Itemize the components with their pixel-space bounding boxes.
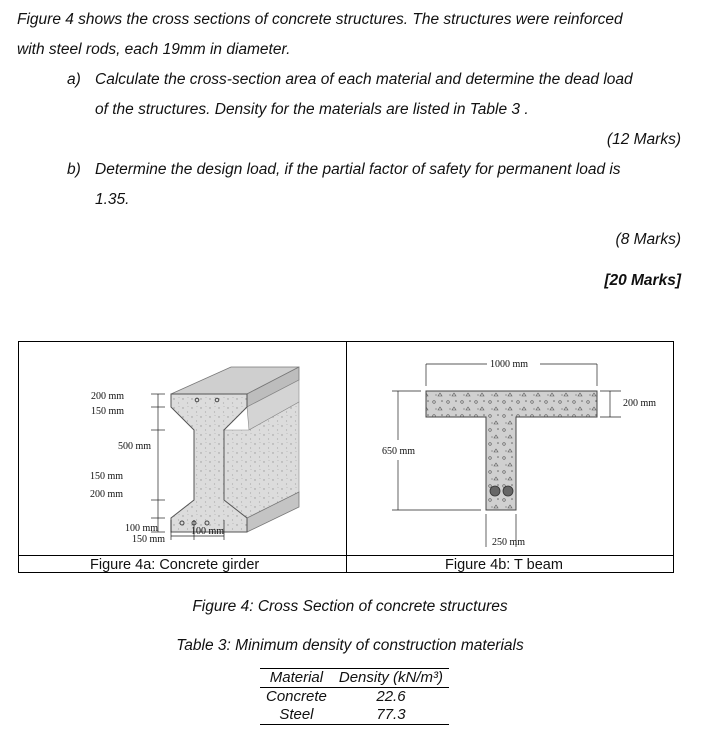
girder-dim-top-taper: 150 mm	[91, 406, 125, 417]
figure-4a-caption: Figure 4a: Concrete girder	[90, 557, 260, 573]
cell-density: 22.6	[376, 688, 406, 705]
intro-line-2: with steel rods, each 19mm in diameter.	[17, 41, 291, 58]
question-a-line-1: Calculate the cross-section area of each material and determine the dead load	[95, 71, 633, 88]
figure-caption: Figure 4: Cross Section of concrete structures	[192, 598, 508, 615]
figure-4b-caption: Figure 4b: T beam	[445, 557, 563, 573]
tbeam-dim-flange-width: 1000 mm	[490, 359, 529, 370]
cell-material: Concrete	[266, 688, 327, 705]
tbeam-dim-total-depth: 650 mm	[382, 446, 416, 457]
girder-dim-right-width: 100 mm	[191, 526, 225, 537]
t-beam-figure	[347, 342, 673, 554]
girder-dim-bottom-taper: 150 mm	[90, 471, 124, 482]
cell-density: 77.3	[376, 706, 406, 723]
intro-line-1: Figure 4 shows the cross sections of concrete structures. The structures were reinforced	[17, 11, 623, 28]
header-density: Density (kN/m³)	[338, 669, 444, 686]
question-b-line-2: 1.35.	[95, 191, 130, 208]
girder-dim-web-width: 150 mm	[132, 534, 166, 545]
girder-dim-left-width: 100 mm	[125, 523, 159, 534]
cell-material: Steel	[279, 706, 314, 723]
question-a-marks: (12 Marks)	[606, 131, 681, 148]
density-table	[260, 668, 449, 725]
table-row	[260, 688, 449, 707]
question-a-line-2: of the structures. Density for the materials are listed in Table 3 .	[95, 101, 529, 118]
total-marks: [20 Marks]	[604, 272, 681, 289]
tbeam-dim-web-width: 250 mm	[492, 537, 526, 548]
table-header-row	[260, 669, 449, 688]
girder-dim-bottom-flange: 200 mm	[90, 489, 124, 500]
table-caption: Table 3: Minimum density of construction materials	[176, 637, 524, 654]
girder-dim-web-height: 500 mm	[118, 441, 152, 452]
question-b-marks: (8 Marks)	[615, 231, 681, 248]
header-material: Material	[269, 669, 324, 686]
table-row	[260, 706, 449, 725]
question-b-label: b)	[67, 161, 81, 178]
caption-divider	[18, 555, 674, 556]
concrete-girder-figure	[19, 342, 345, 554]
tbeam-dim-flange-depth: 200 mm	[623, 398, 657, 409]
question-b-line-1: Determine the design load, if the partial factor of safety for permanent load is	[95, 161, 621, 178]
question-a-label: a)	[67, 71, 81, 88]
girder-dim-top-flange: 200 mm	[91, 391, 125, 402]
